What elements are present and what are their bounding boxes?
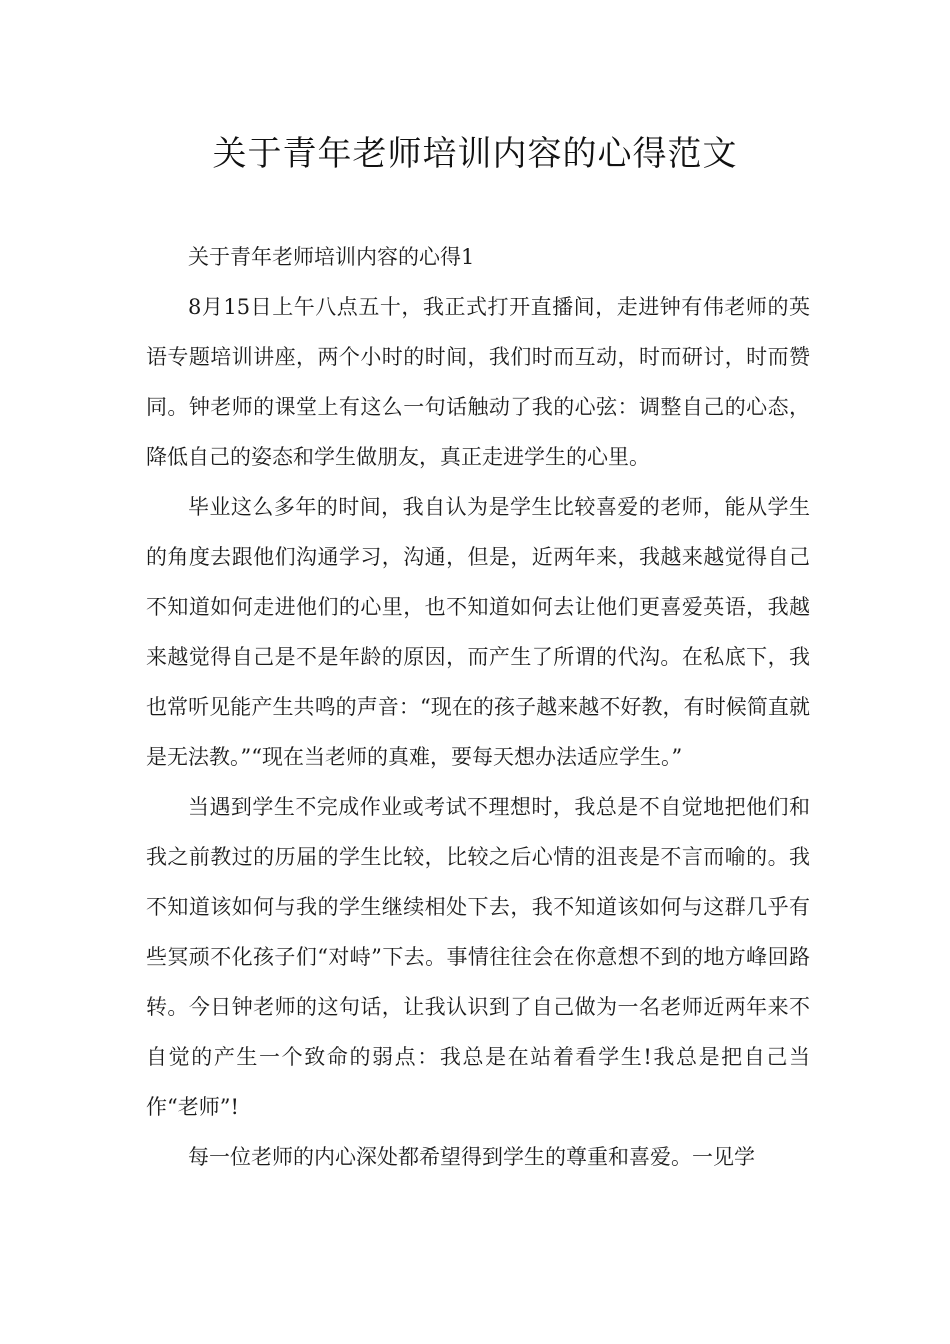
paragraph: 每一位老师的内心深处都希望得到学生的尊重和喜爱。一见学 xyxy=(188,1145,755,1169)
paragraph: 8月15日上午八点五十，我正式打开直播间，走进钟有伟老师的英语专题培训讲座，两个小时的时间，我们时而互动，时而研讨，时而赞同。钟老师的课堂上有这么一句话触动了我的心弦：调整自己的心态，降低自己的姿态和学生做朋友，真正走进学生的心里。 xyxy=(146,295,810,469)
paragraph: 毕业这么多年的时间，我自认为是学生比较喜爱的老师，能从学生的角度去跟他们沟通学习，沟通，但是，近两年来，我越来越觉得自己不知道如何走进他们的心里，也不知道如何去让他们更喜爱英语，我越来越觉得自己是不是年龄的原因，而产生了所谓的代沟。在私底下，我也常听见能产生共鸣的声音：“现在的孩子越来越不好教，有时候简直就是无法教。”“现在当老师的真难，要每天想办法适应学生。” xyxy=(146,495,810,769)
paragraph: 当遇到学生不完成作业或考试不理想时，我总是不自觉地把他们和我之前教过的历届的学生比较，比较之后心情的沮丧是不言而喻的。我不知道该如何与我的学生继续相处下去，我不知道该如何与这群几乎有些冥顽不化孩子们“对峙”下去。事情往往会在你意想不到的地方峰回路转。今日钟老师的这句话，让我认识到了自己做为一名老师近两年来不自觉的产生一个致命的弱点：我总是在站着看学生!我总是把自己当作“老师”! xyxy=(146,795,810,1119)
document-body xyxy=(146,232,810,1182)
section-heading: 关于青年老师培训内容的心得1 xyxy=(188,245,475,269)
document-title: 关于青年老师培训内容的心得范文 xyxy=(212,134,738,174)
